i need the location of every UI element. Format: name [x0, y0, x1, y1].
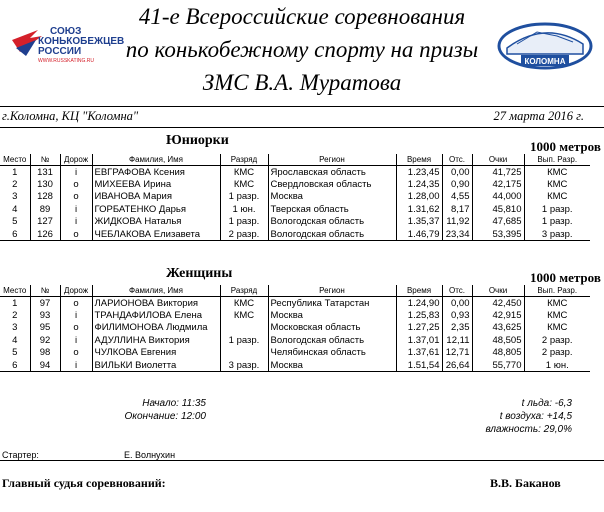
table-cell: 12,71 — [442, 347, 472, 359]
table-cell: 1.31,62 — [396, 203, 442, 215]
table-cell: 41,725 — [472, 166, 524, 179]
column-header: Регион — [268, 154, 396, 166]
table-cell: Московская область — [268, 322, 396, 334]
table-cell: i — [60, 309, 92, 321]
table-cell: 48,805 — [472, 347, 524, 359]
table-cell: КМС — [524, 322, 590, 334]
table-cell: 92 — [30, 334, 60, 346]
table-row — [0, 191, 590, 203]
table-cell: 3 — [12, 191, 18, 203]
table-cell: 127 — [30, 216, 60, 228]
column-header: Место — [0, 154, 30, 166]
table-cell: 128 — [30, 191, 60, 203]
table-cell: Республика Татарстан — [268, 297, 396, 310]
table-cell: АДУЛЛИНА Виктория — [92, 334, 220, 346]
table-cell: 2 разр. — [524, 347, 590, 359]
table-cell: 1.28,00 — [396, 191, 442, 203]
table-row — [0, 297, 590, 310]
table-cell: 1.27,25 — [396, 322, 442, 334]
table-cell: 1 — [12, 297, 18, 309]
table-cell: 130 — [30, 178, 60, 190]
table-cell: 1.24,35 — [396, 178, 442, 190]
distance-women: 1000 метров — [530, 270, 601, 285]
table-cell: o — [60, 178, 92, 190]
table-cell: 45,810 — [472, 203, 524, 215]
column-header: Разряд — [220, 285, 268, 297]
chief-judge-label: Главный судья соревнований: — [2, 476, 166, 490]
table-row — [0, 216, 590, 228]
table-cell: ТРАНДАФИЛОВА Елена — [92, 309, 220, 321]
table-cell: 5 — [12, 347, 18, 359]
table-cell: 47,685 — [472, 216, 524, 228]
table-cell: 55,770 — [472, 359, 524, 372]
table-cell: 1.35,37 — [396, 216, 442, 228]
table-cell: 94 — [30, 359, 60, 372]
humidity: влажность: 29,0% — [485, 424, 572, 435]
table-cell: Челябинская область — [268, 347, 396, 359]
table-cell — [220, 347, 268, 359]
results-table-women — [0, 285, 590, 372]
table-cell: ЕВГРАФОВА Ксения — [92, 166, 220, 179]
column-header: Время — [396, 285, 442, 297]
table-cell: Вологодская область — [268, 228, 396, 241]
logo-line-3: РОССИИ — [38, 46, 82, 57]
table-cell: 5 — [12, 216, 18, 228]
table-cell: 1.24,90 — [396, 297, 442, 310]
table-cell: o — [60, 191, 92, 203]
event-date: 27 марта 2016 г. — [493, 109, 584, 123]
table-cell: КМС — [524, 309, 590, 321]
table-cell: ГОРБАТЕНКО Дарья — [92, 203, 220, 215]
table-cell: 11,92 — [442, 216, 472, 228]
table-cell: 3 — [12, 322, 18, 334]
table-cell: o — [60, 228, 92, 241]
table-cell: 93 — [30, 309, 60, 321]
column-header: Очки — [472, 154, 524, 166]
column-header: Вып. Разр. — [524, 154, 590, 166]
column-header: Отс. — [442, 154, 472, 166]
table-cell: 1 разр. — [220, 191, 268, 203]
table-row — [0, 203, 590, 215]
kolomna-arena-icon — [497, 10, 593, 76]
venue: г.Коломна, КЦ "Коломна" — [2, 109, 139, 123]
table-cell: o — [60, 297, 92, 310]
table-cell: 1 юн. — [524, 359, 590, 372]
logo-line-2: КОНЬКОБЕЖЦЕВ — [38, 36, 125, 47]
table-cell: Вологодская область — [268, 216, 396, 228]
table-cell: ФИЛИМОНОВА Людмила — [92, 322, 220, 334]
table-cell: i — [60, 334, 92, 346]
table-row — [0, 178, 590, 190]
air-temperature: t воздуха: +14,5 — [499, 411, 572, 422]
end-time: Окончание: 12:00 — [124, 411, 206, 422]
place-date-row — [0, 106, 604, 128]
table-cell: Москва — [268, 359, 396, 372]
table-cell: 1 — [12, 166, 18, 178]
table-cell: i — [60, 216, 92, 228]
results-table-juniors — [0, 154, 590, 241]
table-cell: 2 разр. — [524, 334, 590, 346]
table-cell: КМС — [524, 297, 590, 310]
table-cell: Ярославская область — [268, 166, 396, 179]
table-cell: Москва — [268, 191, 396, 203]
table-row — [0, 334, 590, 346]
table-cell: 126 — [30, 228, 60, 241]
table-cell: i — [60, 359, 92, 372]
column-header: Вып. Разр. — [524, 285, 590, 297]
table-cell: ЖИДКОВА Наталья — [92, 216, 220, 228]
chief-judge-name: В.В. Баканов — [490, 476, 561, 490]
table-cell: Свердловская область — [268, 178, 396, 190]
table-cell: ЛАРИОНОВА Виктория — [92, 297, 220, 310]
table-cell: 42,915 — [472, 309, 524, 321]
table-cell: 48,505 — [472, 334, 524, 346]
table-cell: ВИЛЬКИ Виолетта — [92, 359, 220, 372]
table-cell: КМС — [220, 166, 268, 179]
column-header: Фамилия, Имя — [92, 154, 220, 166]
table-cell: 1.37,61 — [396, 347, 442, 359]
table-cell: 26,64 — [442, 359, 472, 372]
table-cell: КМС — [524, 191, 590, 203]
column-header: Регион — [268, 285, 396, 297]
table-cell: 131 — [30, 166, 60, 179]
logo-line-1: СОЮЗ — [50, 26, 82, 37]
table-row — [0, 322, 590, 334]
table-cell — [220, 322, 268, 334]
table-cell: 6 — [0, 359, 30, 372]
title-line-1: 41-е Всероссийские соревнования — [138, 4, 466, 29]
ice-temperature: t льда: -6,3 — [521, 398, 572, 409]
distance-juniors: 1000 метров — [530, 139, 601, 154]
starter-name: Е. Волнухин — [124, 450, 176, 460]
title-line-2: по конькобежному спорту на призы — [125, 37, 479, 62]
table-cell: 97 — [30, 297, 60, 310]
table-cell: 2 — [12, 179, 18, 191]
table-cell: 1 разр. — [220, 334, 268, 346]
table-cell: 1 разр. — [524, 216, 590, 228]
table-cell: ИВАНОВА Мария — [92, 191, 220, 203]
table-cell: 1 юн. — [220, 203, 268, 215]
table-cell: МИХЕЕВА Ирина — [92, 178, 220, 190]
table-cell: 4 — [12, 203, 18, 215]
table-cell: 2,35 — [442, 322, 472, 334]
table-cell: КМС — [524, 166, 590, 179]
column-header: № — [30, 154, 60, 166]
column-header: Дорож — [60, 285, 92, 297]
table-cell: 23,34 — [442, 228, 472, 241]
column-header: Разряд — [220, 154, 268, 166]
category-juniors: Юниорки — [166, 133, 229, 148]
table-cell: 12,11 — [442, 334, 472, 346]
table-cell: 1.25,83 — [396, 309, 442, 321]
table-row — [0, 359, 590, 372]
table-cell: 43,625 — [472, 322, 524, 334]
table-cell: Тверская область — [268, 203, 396, 215]
column-header: Место — [0, 285, 30, 297]
table-cell: КМС — [220, 297, 268, 310]
table-header-row — [0, 154, 590, 166]
table-cell: 1.46,79 — [396, 228, 442, 241]
table-cell: 0,90 — [442, 178, 472, 190]
table-cell: 1.23,45 — [396, 166, 442, 179]
column-header: Дорож — [60, 154, 92, 166]
table-cell: 1 разр. — [524, 203, 590, 215]
table-cell: 3 разр. — [524, 228, 590, 241]
table-cell: 2 разр. — [220, 228, 268, 241]
table-cell: 1.37,01 — [396, 334, 442, 346]
footer-divider — [0, 460, 604, 461]
starter-label: Стартер: — [2, 450, 39, 460]
table-cell: ЧЕБЛАКОВА Елизавета — [92, 228, 220, 241]
table-cell: 2 — [12, 310, 18, 322]
table-cell: 4,55 — [442, 191, 472, 203]
table-cell: 42,450 — [472, 297, 524, 310]
table-cell: 3 разр. — [220, 359, 268, 372]
title-line-3: ЗМС В.А. Муратова — [202, 70, 402, 95]
category-women: Женщины — [166, 266, 233, 281]
table-row — [0, 347, 590, 359]
table-cell: Москва — [268, 309, 396, 321]
table-cell: o — [60, 347, 92, 359]
column-header: Отс. — [442, 285, 472, 297]
table-cell: КМС — [220, 309, 268, 321]
table-row — [0, 166, 590, 179]
table-cell: o — [60, 322, 92, 334]
column-header: Очки — [472, 285, 524, 297]
table-cell: 0,00 — [442, 166, 472, 179]
table-cell: 4 — [12, 334, 18, 346]
column-header: Время — [396, 154, 442, 166]
table-row — [0, 228, 590, 241]
table-cell: 0,00 — [442, 297, 472, 310]
kolomna-logo — [497, 10, 593, 76]
table-cell: Вологодская область — [268, 334, 396, 346]
kolomna-logo-text: КОЛОМНА — [524, 57, 566, 66]
table-cell: КМС — [220, 178, 268, 190]
column-header: Фамилия, Имя — [92, 285, 220, 297]
table-cell: КМС — [524, 178, 590, 190]
table-cell: 44,000 — [472, 191, 524, 203]
table-cell: 6 — [0, 228, 30, 241]
table-cell: 98 — [30, 347, 60, 359]
table-cell: ЧУЛКОВА Евгения — [92, 347, 220, 359]
logo-url: WWW.RUSSKATING.RU — [38, 58, 95, 64]
start-time: Начало: 11:35 — [142, 398, 206, 409]
table-row — [0, 309, 590, 321]
table-cell: 42,175 — [472, 178, 524, 190]
table-header-row — [0, 285, 590, 297]
column-header: № — [30, 285, 60, 297]
table-cell: 89 — [30, 203, 60, 215]
table-cell: 8,17 — [442, 203, 472, 215]
table-cell: i — [60, 203, 92, 215]
table-cell: 1 разр. — [220, 216, 268, 228]
table-cell: i — [60, 166, 92, 179]
table-cell: 53,395 — [472, 228, 524, 241]
table-cell: 95 — [30, 322, 60, 334]
table-cell: 0,93 — [442, 309, 472, 321]
table-cell: 1.51,54 — [396, 359, 442, 372]
